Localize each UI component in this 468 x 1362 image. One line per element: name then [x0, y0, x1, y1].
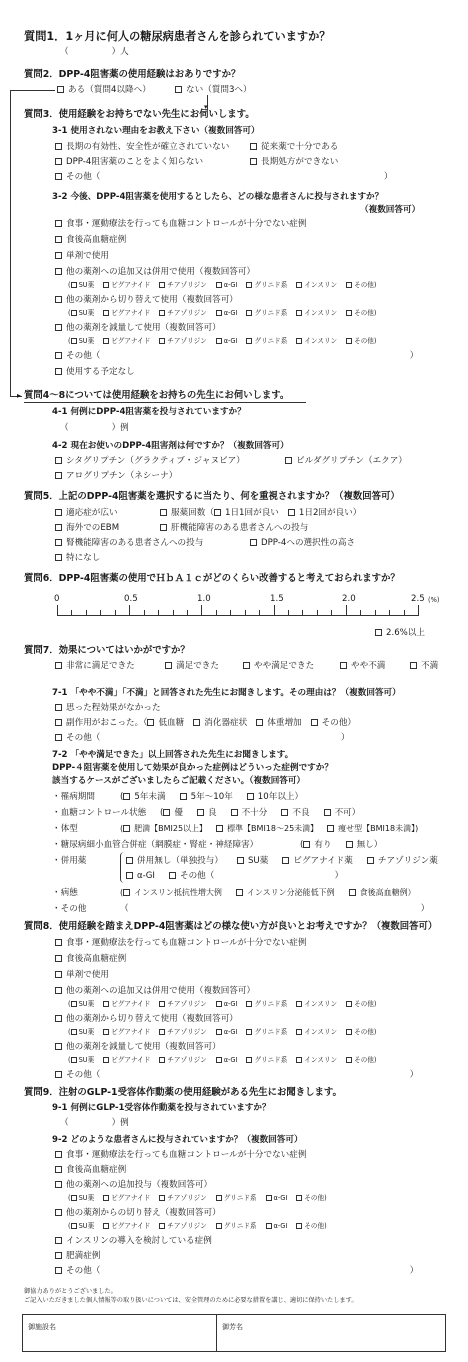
q3-1-title: 3-1 使用されない理由をお教え下さい（複数回答可）: [52, 126, 260, 136]
q3-1-option[interactable]: 従来薬で十分である: [250, 143, 338, 152]
doctor-name-field[interactable]: 御芳名: [222, 1323, 243, 1331]
q8-option[interactable]: 食後高血糖症例: [55, 955, 126, 964]
scale-tick: [389, 610, 390, 615]
q8-option-other[interactable]: その他（ ）: [55, 1071, 418, 1080]
row-label-complication: ・糖尿病細小血管合併症（網膜症・腎症・神経障害）: [52, 840, 259, 850]
q9-1-answer-field[interactable]: （ ）例: [60, 1118, 129, 1128]
q7-option[interactable]: 満足できた: [165, 662, 219, 671]
q7-option[interactable]: やや満足できた: [243, 662, 314, 671]
scale-tick-label: 2.5: [411, 594, 425, 604]
signature-divider: [216, 1314, 217, 1352]
row-options-combination: 併用無し（単独投与） SU薬 ビグアナイド薬 チアゾリジン薬: [126, 857, 438, 866]
q3-2-option[interactable]: 他の薬剤への追加又は併用で使用（複数回答可）: [55, 268, 255, 277]
signature-box: [22, 1314, 446, 1352]
q7-2-line3: 該当するケースがございましたらご記載ください。（複数回答可）: [52, 776, 306, 786]
row-options-control: ( 優 良 不十分 不良 不可）: [160, 808, 361, 818]
flow-line: [10, 90, 11, 396]
glp1-drug-checklist: ( SU薬 ビグアナイド チアゾリジン グリニド系 α-GI その他): [68, 1222, 327, 1230]
glp1-drug-checklist: ( SU薬 ビグアナイド チアゾリジン グリニド系 α-GI その他): [68, 1194, 327, 1202]
scale-tick: [317, 610, 318, 615]
q2-option-yes[interactable]: ある（質問4以降へ）: [57, 86, 151, 95]
facility-name-field[interactable]: 御施設名: [28, 1323, 56, 1331]
q7-2-title: 7-2 「やや満足できた」以上回答された先生にお聞きします。: [52, 750, 294, 760]
thanks-note: 御協力ありがとうございました。: [24, 1288, 117, 1295]
q4-2-title: 4-2 現在お使いのDPP-4阻害剤は何ですか？（複数回答可）: [52, 441, 289, 451]
q7-1-option-side-effect[interactable]: 副作用がおこった。（ 低血糖 消化器症状 体重増加 その他）: [55, 719, 356, 728]
q3-1-option-other[interactable]: その他（ ）: [55, 173, 393, 182]
flow-line: [10, 90, 55, 91]
q7-1-option-other[interactable]: その他（ ）: [55, 734, 350, 743]
q5-option[interactable]: 腎機能障害のある患者さんへの投与: [55, 539, 203, 548]
q9-2-option[interactable]: 食後高血糖症例: [55, 1166, 126, 1175]
q9-1-title: 9-1 何例にGLP-1受容体作動薬を投与されていますか？: [52, 1103, 271, 1113]
scale-tick-label: 2.0: [342, 594, 356, 604]
row-other-field[interactable]: （ ）: [120, 904, 430, 914]
scale-tick: [129, 605, 130, 615]
scale-unit: (%): [428, 596, 440, 604]
scale-tick: [302, 610, 303, 615]
q9-2-option[interactable]: 他の薬剤への追加投与（複数回答可）: [55, 1181, 212, 1190]
scale-tick: [71, 610, 72, 615]
scale-tick: [360, 610, 361, 615]
q9-2-option-other[interactable]: その他（ ）: [55, 1267, 418, 1276]
q3-2-option[interactable]: 他の薬剤から切り替えて使用（複数回答可）: [55, 296, 238, 305]
q8-option[interactable]: 単剤で使用: [55, 971, 109, 980]
q9-2-option[interactable]: 他の薬剤からの切り替え（複数回答可）: [55, 1209, 221, 1218]
q4-1-answer-field[interactable]: （ ）例: [60, 423, 129, 433]
q7-1-option[interactable]: 思った程効果がなかった: [55, 704, 161, 713]
q9-2-title: 9-2 どのような患者さんに投与されていますか？（複数回答可）: [52, 1135, 303, 1145]
drug-checklist: ( SU薬 ビグアナイド チアゾリジン α-GI グリニド系 インスリン その他): [68, 337, 377, 345]
scale-tick: [346, 605, 347, 615]
q5-option-dosing[interactable]: 服薬回数（ 1日1回が良い 1日2回が良い）: [160, 509, 361, 518]
q9-2-option[interactable]: 肥満症例: [55, 1252, 100, 1261]
q7-option[interactable]: 不満: [410, 662, 438, 671]
q2-title: 質問2．DPP-4阻害薬の使用経験はおありですか？: [24, 69, 241, 80]
q3-title: 質問3．使用経験をお持ちでない先生にお伺いします。: [24, 109, 255, 120]
scale-tick: [158, 610, 159, 615]
row-options-condition: ( インスリン抵抗性増大例 インスリン分泌能低下例 食後高血糖例）: [120, 888, 416, 897]
row-label-body: ・体型: [52, 824, 78, 834]
q4-2-option[interactable]: アログリプチン（ネシーナ）: [55, 472, 177, 481]
q3-2-option[interactable]: 食事・運動療法を行っても血糖コントロールが十分でない症例: [55, 220, 306, 229]
checkbox[interactable]: [57, 86, 64, 93]
q3-1-option[interactable]: 長期の有効性、安全性が確立されていない: [55, 143, 229, 152]
scale-tick: [245, 610, 246, 615]
q5-option[interactable]: 肝機能障害のある患者さんへの投与: [160, 524, 308, 533]
q3-2-option[interactable]: 単剤で使用: [55, 252, 109, 261]
arrow-down-icon: ▾: [204, 103, 208, 111]
scale-tick: [144, 610, 145, 615]
q4-2-option[interactable]: ビルダグリプチン（エクア）: [285, 457, 407, 466]
drug-checklist: ( SU薬 ビグアナイド チアゾリジン α-GI グリニド系 インスリン その他): [68, 1056, 377, 1064]
drug-checklist: ( SU薬 ビグアナイド チアゾリジン α-GI グリニド系 インスリン その他): [68, 281, 377, 289]
scale-tick: [86, 610, 87, 615]
q5-option[interactable]: DPP-4への選択性の高さ: [250, 539, 355, 548]
q3-2-title: 3-2 今後、DPP-4阻害薬を使用するとしたら、どの様な患者さんに投与されますか？: [52, 192, 384, 202]
q2-option-no[interactable]: ない（質問3へ）: [175, 86, 252, 95]
scale-tick: [173, 610, 174, 615]
q6-title: 質問6．DPP-4阻害薬の使用でＨｂＡ１ｃがどのくらい改善すると考えておられますか？: [24, 573, 400, 584]
scale-tick: [288, 610, 289, 615]
q7-1-title: 7-1 「やや不満」「不満」と回答された先生にお聞きします。その理由は？（複数回答可）: [52, 688, 401, 698]
checkbox[interactable]: [175, 86, 182, 93]
q8-option[interactable]: 他の薬剤を減量して使用（複数回答可）: [55, 1043, 221, 1052]
row-label-combination: ・併用薬: [52, 856, 87, 866]
header-underline: [24, 402, 306, 403]
q4-2-option[interactable]: シタグリプチン（グラクティブ・ジャヌビア）: [55, 457, 245, 466]
row-label-control: ・血糖コントロール状態: [52, 808, 147, 818]
scale-tick: [274, 605, 275, 615]
scale-tick: [115, 610, 116, 615]
row-label-condition: ・病態: [52, 888, 78, 898]
q3-2-option[interactable]: 食後高血糖症例: [55, 236, 126, 245]
q5-option[interactable]: 海外でのEBM: [55, 524, 119, 533]
q3-2-multi: （複数回答可）: [360, 205, 421, 215]
q1-title: 質問1．1ヶ月に何人の糖尿病患者さんを診られていますか？: [24, 30, 331, 43]
q5-title: 質問5．上記のDPP-4阻害薬を選択するに当たり、何を重視されますか？（複数回答可）: [24, 491, 400, 502]
scale-tick: [375, 610, 376, 615]
drug-checklist: ( SU薬 ビグアナイド チアゾリジン α-GI グリニド系 インスリン その他): [68, 1028, 377, 1036]
q7-option[interactable]: 非常に満足できた: [55, 662, 135, 671]
q5-option[interactable]: 特になし: [55, 554, 100, 563]
q1-answer-field[interactable]: （ ）人: [60, 47, 129, 57]
scale-tick: [216, 610, 217, 615]
q7-2-line2: DPP-４阻害薬を使用して効果が良かった症例はどういった症例ですか？: [52, 763, 333, 773]
q7-title: 質問7．効果についてはいかがですか？: [24, 645, 190, 656]
scale-tick-label: 1.0: [197, 594, 211, 604]
row-options-body: ( 肥満【BMI25以上】 標準【BMI18～25未満】 痩せ型【BMI18未満】): [120, 824, 419, 833]
scale-tick: [404, 610, 405, 615]
row-label-duration: ・罹病期間: [52, 792, 95, 802]
q3-2-option-other[interactable]: その他（ ）: [55, 352, 418, 361]
row-options-combination-2: α-GI その他（ ）: [126, 872, 343, 881]
q9-2-option[interactable]: インスリンの導入を検討している症例: [55, 1237, 212, 1246]
scale-tick: [100, 610, 101, 615]
scale-tick-label: 1.5: [270, 594, 284, 604]
q6-option-over[interactable]: 2.6%以上: [375, 629, 425, 638]
q3-1-option[interactable]: DPP-4阻害薬のことをよく知らない: [55, 158, 203, 167]
privacy-note: ご記入いただきました個人情報等の取り扱いについては、安全管理のために必要な措置を講じ、適切に保持いたします。: [24, 1297, 358, 1304]
q7-option[interactable]: やや不満: [340, 662, 385, 671]
scale-tick: [57, 605, 58, 615]
q8-option[interactable]: 食事・運動療法を行っても血糖コントロールが十分でない症例: [55, 939, 306, 948]
q3-1-option[interactable]: 長期処方ができない: [250, 158, 338, 167]
scale-tick: [201, 605, 202, 615]
arrow-right-icon: ▸: [17, 391, 22, 400]
q5-option[interactable]: 適応症が広い: [55, 509, 118, 518]
row-label-other: ・その他: [52, 904, 87, 914]
q3-2-option[interactable]: 使用する予定なし: [55, 368, 135, 377]
scale-tick: [418, 605, 419, 615]
q8-option[interactable]: 他の薬剤への追加又は併用で使用（複数回答可）: [55, 987, 255, 996]
scale-tick: [259, 610, 260, 615]
q4-1-title: 4-1 何例にDPP-4阻害薬を投与されていますか？: [52, 407, 246, 417]
q9-title: 質問9．注射のGLP-1受容体作動薬の使用経験がある先生にお聞きします。: [24, 1087, 342, 1098]
q8-option[interactable]: 他の薬剤から切り替えて使用（複数回答可）: [55, 1015, 238, 1024]
drug-checklist: ( SU薬 ビグアナイド チアゾリジン α-GI グリニド系 インスリン その他): [68, 1000, 377, 1008]
hba1c-scale-line[interactable]: [57, 615, 419, 616]
q9-2-option[interactable]: 食事・運動療法を行っても血糖コントロールが十分でない症例: [55, 1151, 306, 1160]
row-options-complication: ( 有り 無し）: [300, 840, 383, 850]
q3-2-option[interactable]: 他の薬剤を減量して使用（複数回答可）: [55, 324, 221, 333]
q4-8-header: 質問4～8については使用経験をお持ちの先生にお伺いします。: [24, 390, 290, 401]
scale-tick: [230, 610, 231, 615]
scale-tick: [331, 610, 332, 615]
drug-checklist: ( SU薬 ビグアナイド チアゾリジン α-GI グリニド系 インスリン その他): [68, 309, 377, 317]
scale-tick: [187, 610, 188, 615]
scale-tick-label: 0: [54, 594, 60, 604]
row-options-duration: ( 5年未満 5年～10年 10年以上）: [120, 792, 304, 802]
scale-tick-label: 0.5: [124, 594, 138, 604]
q8-title: 質問8．使用経験を踏まえDPP-4阻害薬はどの様な使い方が良いとお考えですか？（複数回答可）: [24, 921, 438, 932]
